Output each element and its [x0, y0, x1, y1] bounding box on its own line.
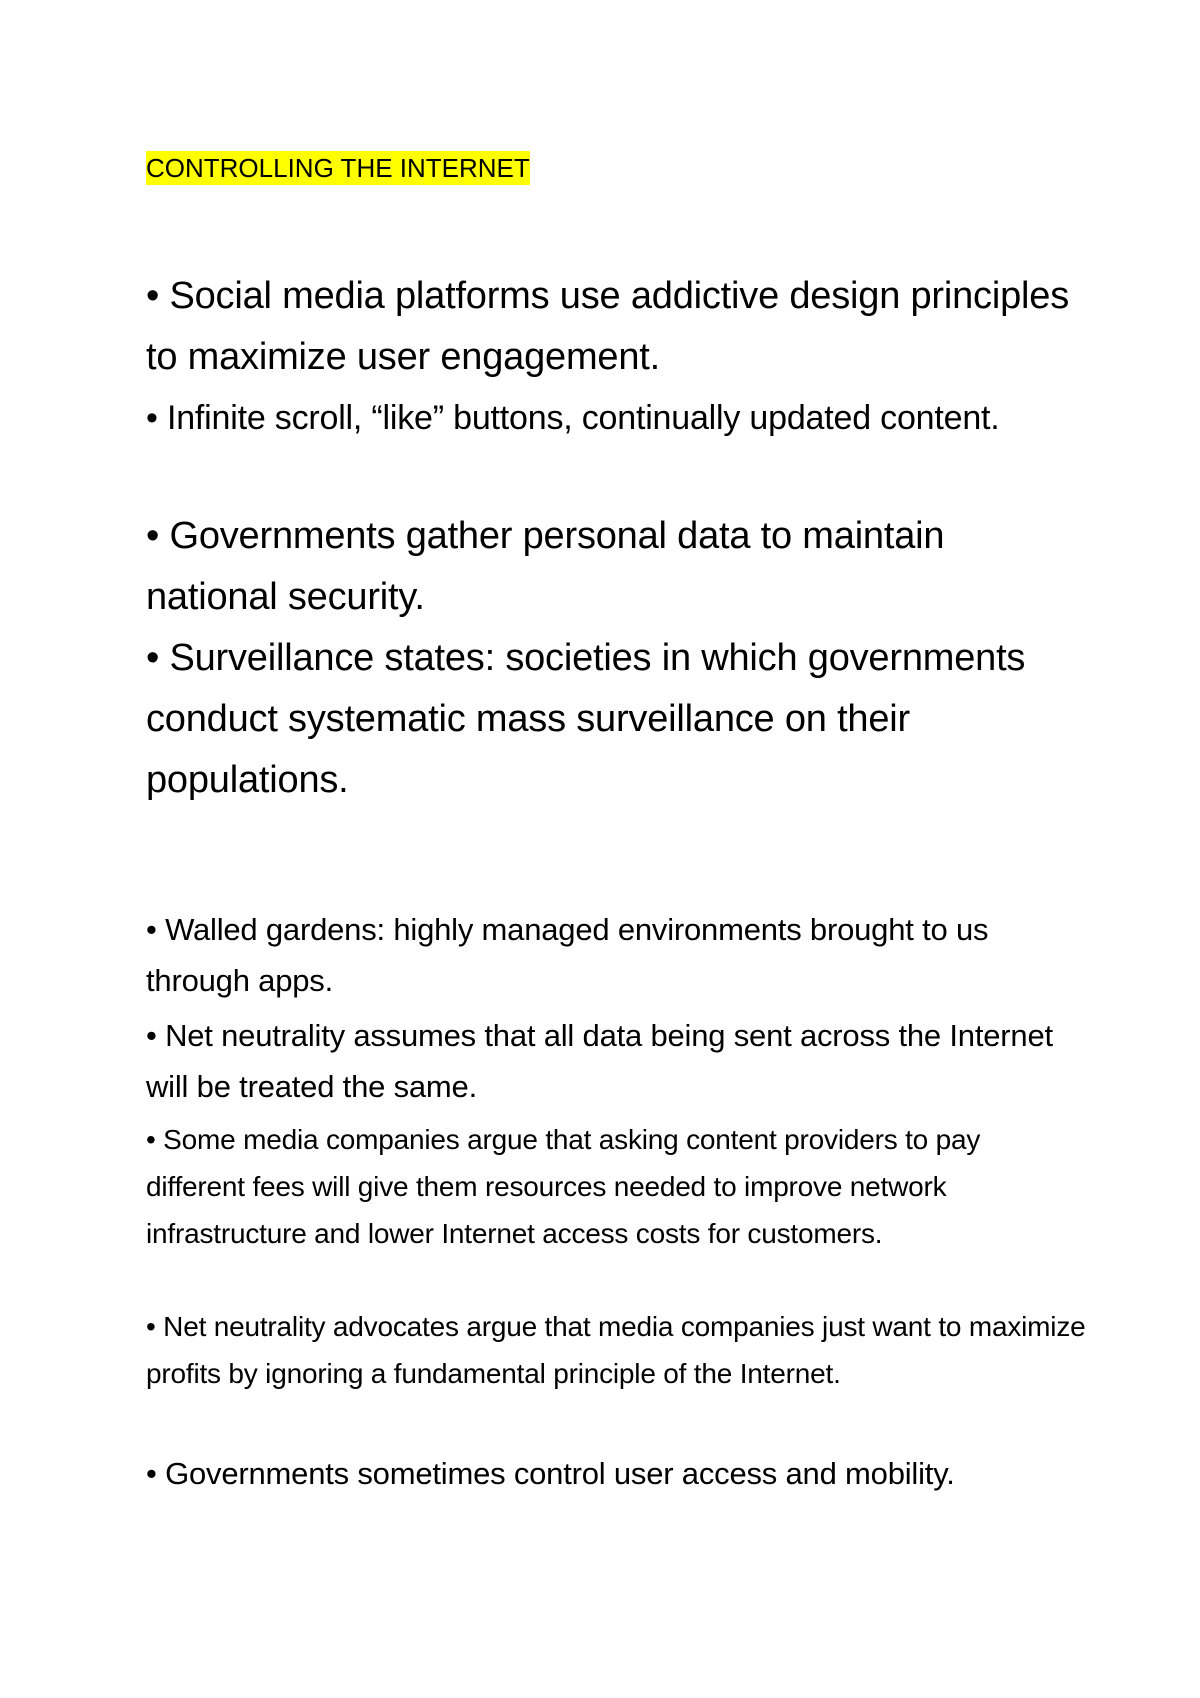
bullet-paragraph-neutrality-advocates: • Net neutrality advocates argue that media companies just want to maximize profits by ignoring a fundamental principle of the Internet. — [146, 1311, 1086, 1389]
bullet-paragraph-surveillance-states: • Surveillance states: societies in which governments conduct systematic mass surveillance on their populations. — [146, 637, 1026, 801]
highlighted-title-text: CONTROLLING THE INTERNET — [146, 153, 530, 183]
bullet-paragraph-net-neutrality: • Net neutrality assumes that all data being sent across the Internet will be treated the same. — [146, 1018, 1053, 1104]
bullet-paragraph-social-media: • Social media platforms use addictive design principles to maximize user engagement. — [146, 275, 1070, 378]
page-title — [146, 150, 530, 186]
bullet-paragraph-infinite-scroll: • Infinite scroll, “like” buttons, continually updated content. — [146, 399, 1000, 437]
bullet-paragraph-personal-data: • Governments gather personal data to maintain national security. — [146, 515, 945, 618]
bullet-paragraph-walled-gardens: • Walled gardens: highly managed environments brought to us through apps. — [146, 912, 989, 998]
bullet-paragraph-media-companies-argue: • Some media companies argue that asking content providers to pay different fees will give them resources needed to improve network infrastructure and lower Internet access costs for customers. — [146, 1124, 981, 1249]
bullet-paragraph-user-access: • Governments sometimes control user access and mobility. — [146, 1456, 955, 1491]
